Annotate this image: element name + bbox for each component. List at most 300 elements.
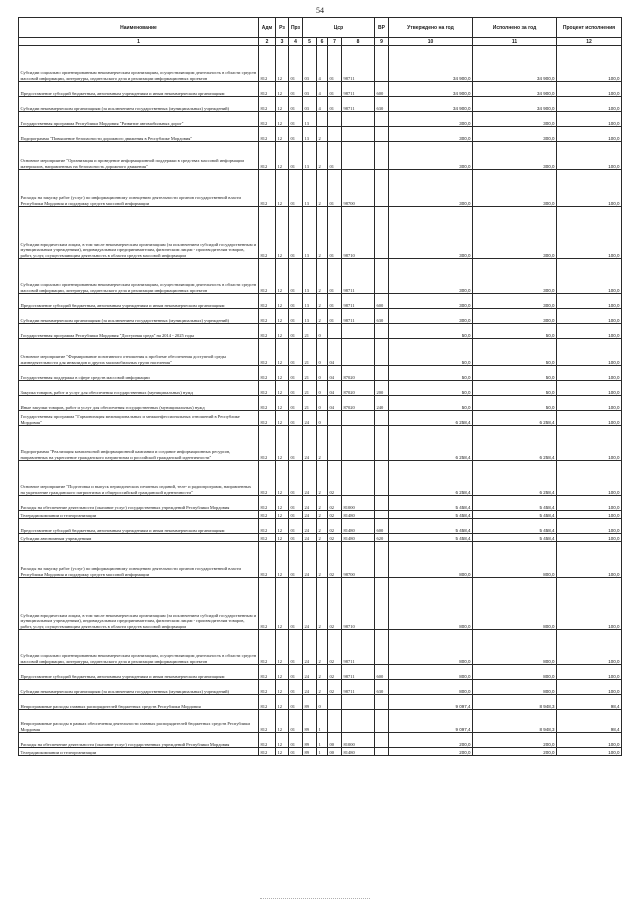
row-csr-program: 21 [303,366,317,381]
row-vr [375,578,389,630]
row-executed: 300,0 [473,142,557,170]
row-executed: 300,0 [473,207,557,259]
row-csr-program: 13 [303,170,317,207]
header-executed: Исполнено за год [473,18,557,38]
row-prz: 01 [289,680,303,695]
row-approved: 50,0 [389,396,473,411]
row-name: Субсидии социально ориентированным некоммерческим организациям, осуществляющим деятельность в области средств массовой информации, литературы, издательского дела и реализации информационных проектов [19,630,259,665]
header-rz: Рз [276,18,289,38]
row-percent: 100,0 [557,207,622,259]
row-rz: 12 [276,748,289,756]
row-approved: 5 458,4 [389,496,473,511]
row-csr-subprogram: 0 [317,324,328,339]
row-approved: 300,0 [389,294,473,309]
row-executed: 34 900,0 [473,82,557,97]
row-csr-subprogram: 0 [317,381,328,396]
row-approved: 6 258,4 [389,411,473,426]
row-vr [375,710,389,733]
row-csr-subprogram: 1 [317,733,328,748]
row-csr-subprogram: 1 [317,710,328,733]
table-row [19,396,622,411]
row-rz: 12 [276,381,289,396]
row-adm: 812 [259,733,276,748]
row-csr-program: 24 [303,519,317,534]
row-csr-direction: 98711 [342,630,375,665]
row-csr-direction: 98710 [342,207,375,259]
column-number: 4 [289,38,303,46]
header-name: Наименование [19,18,259,38]
row-csr-direction: 98711 [342,309,375,324]
row-executed: 8 948,3 [473,710,557,733]
row-csr-direction: 81480 [342,748,375,756]
row-csr-activity [328,324,342,339]
table-row [19,733,622,748]
row-executed: 50,0 [473,324,557,339]
row-executed: 800,0 [473,578,557,630]
row-csr-subprogram: 2 [317,630,328,665]
row-vr [375,127,389,142]
column-number: 3 [276,38,289,46]
row-rz: 12 [276,519,289,534]
row-vr [375,142,389,170]
table-row [19,142,622,170]
row-adm: 812 [259,46,276,82]
row-prz: 01 [289,733,303,748]
table-header [19,18,622,46]
row-rz: 12 [276,142,289,170]
row-prz: 01 [289,695,303,710]
row-percent: 100,0 [557,142,622,170]
table-row [19,461,622,496]
column-number: 1 [19,38,259,46]
row-approved: 200,0 [389,748,473,756]
row-csr-activity [328,426,342,461]
row-csr-subprogram: 0 [317,695,328,710]
row-prz: 01 [289,339,303,366]
row-csr-direction: 81480 [342,519,375,534]
row-csr-direction: 98711 [342,665,375,680]
table-row [19,426,622,461]
row-approved: 300,0 [389,207,473,259]
row-rz: 12 [276,366,289,381]
row-name: Предоставление субсидий бюджетным, автономным учреждениям и иным некоммерческим организациям [19,82,259,97]
row-csr-program: 13 [303,112,317,127]
row-name: Основное мероприятие "Организация и проведение информационной поддержки в средствах массовой информации материалов, направленных на безопасность дорожного движения" [19,142,259,170]
row-prz: 01 [289,259,303,294]
row-percent: 100,0 [557,97,622,112]
table-row [19,411,622,426]
row-rz: 12 [276,97,289,112]
row-approved: 50,0 [389,381,473,396]
row-csr-program: 24 [303,496,317,511]
row-vr [375,733,389,748]
row-adm: 812 [259,695,276,710]
row-vr: 630 [375,97,389,112]
row-csr-program: 03 [303,82,317,97]
row-adm: 812 [259,142,276,170]
row-prz: 01 [289,142,303,170]
row-executed: 200,0 [473,733,557,748]
row-prz: 01 [289,496,303,511]
row-name: Предоставление субсидий бюджетным, автономным учреждениям и иным некоммерческим организациям [19,665,259,680]
table-row [19,534,622,542]
row-executed: 300,0 [473,127,557,142]
row-csr-direction: 98711 [342,97,375,112]
row-csr-direction: 81000 [342,496,375,511]
row-csr-direction: 87020 [342,366,375,381]
row-csr-direction: 98711 [342,680,375,695]
row-csr-activity: 02 [328,496,342,511]
table-row [19,366,622,381]
row-prz: 01 [289,511,303,519]
row-name: Телерадиокомпании и телеорганизации [19,511,259,519]
row-csr-direction [342,710,375,733]
row-csr-activity: 01 [328,142,342,170]
row-rz: 12 [276,339,289,366]
page-number: 54 [316,6,324,15]
row-csr-activity: 01 [328,46,342,82]
row-csr-subprogram [317,112,328,127]
row-executed: 50,0 [473,339,557,366]
row-executed: 800,0 [473,665,557,680]
row-executed: 6 258,4 [473,461,557,496]
row-approved: 800,0 [389,630,473,665]
row-csr-activity: 02 [328,542,342,578]
row-executed: 800,0 [473,542,557,578]
row-csr-subprogram: 2 [317,511,328,519]
row-csr-direction: 87020 [342,381,375,396]
row-csr-activity: 02 [328,511,342,519]
row-percent: 100,0 [557,748,622,756]
table-row [19,381,622,396]
row-adm: 812 [259,519,276,534]
header-vr: ВР [375,18,389,38]
row-vr [375,259,389,294]
row-csr-subprogram: 0 [317,396,328,411]
row-csr-activity [328,127,342,142]
row-executed: 6 258,4 [473,411,557,426]
header-approved: Утверждено на год [389,18,473,38]
row-csr-activity: 02 [328,680,342,695]
row-rz: 12 [276,82,289,97]
row-percent: 100,0 [557,733,622,748]
row-percent: 100,0 [557,411,622,426]
row-name: Субсидии автономным учреждениям [19,534,259,542]
row-csr-program: 13 [303,259,317,294]
row-percent: 100,0 [557,680,622,695]
row-vr [375,461,389,496]
row-rz: 12 [276,534,289,542]
row-rz: 12 [276,630,289,665]
row-prz: 01 [289,46,303,82]
row-csr-program: 89 [303,733,317,748]
table-row [19,46,622,82]
row-rz: 12 [276,294,289,309]
row-name: Субсидии социально ориентированным некоммерческим организациям, осуществляющим деятельность в области средств массовой информации, литературы, издательского дела и реализации информационных проектов [19,46,259,82]
row-percent: 100,0 [557,324,622,339]
row-prz: 01 [289,665,303,680]
row-approved: 800,0 [389,542,473,578]
row-approved: 300,0 [389,309,473,324]
row-name: Субсидии социально ориентированным некоммерческим организациям, осуществляющим деятельность в области средств массовой информации, литературы, издательского дела и реализации информационных проектов [19,259,259,294]
row-adm: 812 [259,366,276,381]
column-number: 6 [317,38,328,46]
row-csr-activity [328,112,342,127]
row-csr-subprogram: 4 [317,97,328,112]
row-rz: 12 [276,511,289,519]
row-csr-program: 03 [303,46,317,82]
row-prz: 01 [289,207,303,259]
row-executed: 300,0 [473,112,557,127]
row-rz: 12 [276,461,289,496]
row-vr [375,511,389,519]
row-csr-program: 24 [303,680,317,695]
row-csr-program: 13 [303,142,317,170]
table-row [19,511,622,519]
table-row [19,259,622,294]
row-csr-direction [342,127,375,142]
row-vr: 240 [375,396,389,411]
row-percent: 100,0 [557,519,622,534]
row-prz: 01 [289,519,303,534]
row-rz: 12 [276,680,289,695]
row-name: Основное мероприятие "Подготовка и выпуск периодических печатных изданий, теле- и радиопрограмм, направленных на укрепление гражданского патриотизма и общероссийской гражданской идентичности" [19,461,259,496]
table-row [19,542,622,578]
row-vr [375,112,389,127]
row-adm: 812 [259,578,276,630]
row-executed: 34 900,0 [473,97,557,112]
row-approved: 800,0 [389,665,473,680]
row-approved: 5 458,4 [389,534,473,542]
table-row [19,324,622,339]
row-csr-subprogram: 2 [317,259,328,294]
row-prz: 01 [289,170,303,207]
row-adm: 812 [259,207,276,259]
row-adm: 812 [259,411,276,426]
row-percent: 100,0 [557,82,622,97]
row-executed: 200,0 [473,748,557,756]
row-csr-activity: 02 [328,578,342,630]
row-name: Расходы на закупку работ (услуг) по информационному освещению деятельности органов государственной власти Республики Мордовия и поддержку средств массовой информации [19,542,259,578]
row-rz: 12 [276,426,289,461]
row-vr [375,542,389,578]
budget-table [18,17,622,756]
row-csr-program: 24 [303,461,317,496]
row-vr: 600 [375,665,389,680]
row-vr [375,339,389,366]
row-approved: 34 900,0 [389,97,473,112]
column-number: 7 [328,38,342,46]
row-approved: 50,0 [389,339,473,366]
row-prz: 01 [289,411,303,426]
row-approved: 5 458,4 [389,511,473,519]
row-adm: 812 [259,426,276,461]
row-name: Непрограммные расходы главных распорядителей бюджетных средств Республики Мордовия [19,695,259,710]
column-number-row [19,38,622,46]
row-prz: 01 [289,324,303,339]
row-executed: 5 458,4 [473,496,557,511]
row-percent: 100,0 [557,665,622,680]
row-csr-program: 21 [303,396,317,411]
row-vr: 630 [375,680,389,695]
row-approved: 300,0 [389,142,473,170]
row-name: Непрограммные расходы в рамках обеспечения деятельности главных распорядителей бюджетных средств Республики Мордовия [19,710,259,733]
row-rz: 12 [276,112,289,127]
table-row [19,748,622,756]
row-csr-program: 21 [303,324,317,339]
row-adm: 812 [259,127,276,142]
row-approved: 50,0 [389,324,473,339]
row-vr [375,748,389,756]
row-csr-direction: 98711 [342,259,375,294]
table-body [19,46,622,756]
row-name: Расходы на обеспечение деятельности (оказание услуг) государственных учреждений Республики Мордовия [19,733,259,748]
header-prz: Прз [289,18,303,38]
row-adm: 812 [259,496,276,511]
row-executed: 800,0 [473,680,557,695]
table-row [19,339,622,366]
row-percent: 100,0 [557,339,622,366]
row-approved: 6 258,4 [389,461,473,496]
row-executed: 6 258,4 [473,426,557,461]
row-csr-program: 13 [303,309,317,324]
row-csr-program: 21 [303,339,317,366]
row-csr-subprogram: 0 [317,411,328,426]
row-approved: 34 900,0 [389,82,473,97]
column-number: 9 [375,38,389,46]
row-percent: 100,0 [557,259,622,294]
row-csr-program: 24 [303,578,317,630]
row-csr-direction [342,695,375,710]
row-percent: 100,0 [557,542,622,578]
row-executed: 8 948,3 [473,695,557,710]
table-row [19,82,622,97]
row-csr-program: 13 [303,294,317,309]
row-percent: 100,0 [557,511,622,519]
row-prz: 01 [289,112,303,127]
row-name: Иные закупки товаров, работ и услуг для обеспечения государственных (муниципальных) нужд [19,396,259,411]
row-name: Субсидии юридическим лицам, в том числе некоммерческим организациям (за исключением субсидий государственным и муниципальным учреждениям), индивидуальным предпринимателям, физическим лицам - производителям товаров, работ, услуг, осуществляющим деятельность в области средств массовой информации [19,578,259,630]
table-row [19,519,622,534]
row-prz: 01 [289,534,303,542]
header-adm: Адм [259,18,276,38]
row-csr-direction [342,411,375,426]
row-prz: 01 [289,82,303,97]
row-approved: 300,0 [389,112,473,127]
row-name: Государственная программа Республики Мордовия "Развитие автомобильных дорог" [19,112,259,127]
row-csr-activity [328,695,342,710]
row-percent: 100,0 [557,294,622,309]
row-csr-activity: 04 [328,339,342,366]
row-adm: 812 [259,534,276,542]
row-vr [375,366,389,381]
row-name: Расходы на закупку работ (услуг) по информационному освещению деятельности органов государственной власти Республики Мордовия и поддержку средств массовой информации [19,170,259,207]
row-csr-subprogram: 2 [317,665,328,680]
row-executed: 5 458,4 [473,511,557,519]
row-csr-subprogram: 1 [317,748,328,756]
row-csr-direction [342,142,375,170]
row-csr-activity: 01 [328,259,342,294]
row-approved: 5 458,4 [389,519,473,534]
row-csr-activity: 01 [328,207,342,259]
row-rz: 12 [276,411,289,426]
column-number: 8 [342,38,375,46]
row-rz: 12 [276,396,289,411]
row-executed: 300,0 [473,309,557,324]
row-csr-program: 24 [303,426,317,461]
table-row [19,695,622,710]
row-name: Субсидии юридическим лицам, в том числе некоммерческим организациям (за исключением субсидий государственным и муниципальным учреждениям), индивидуальным предпринимателям, физическим лицам - производителям товаров, работ, услуг, осуществляющим деятельность в области средств массовой информации [19,207,259,259]
row-csr-program: 13 [303,127,317,142]
row-csr-direction: 98700 [342,170,375,207]
row-csr-direction [342,426,375,461]
row-prz: 01 [289,630,303,665]
row-csr-subprogram: 2 [317,534,328,542]
row-csr-activity: 01 [328,309,342,324]
row-csr-program: 24 [303,542,317,578]
row-csr-direction: 87020 [342,396,375,411]
row-percent: 98,4 [557,710,622,733]
table-row [19,496,622,511]
row-vr [375,426,389,461]
row-csr-activity: 02 [328,630,342,665]
row-rz: 12 [276,127,289,142]
table-row [19,170,622,207]
row-percent: 100,0 [557,426,622,461]
row-adm: 812 [259,309,276,324]
row-csr-direction [342,112,375,127]
row-csr-program: 89 [303,695,317,710]
row-percent: 100,0 [557,630,622,665]
row-prz: 01 [289,426,303,461]
row-csr-program: 21 [303,381,317,396]
row-vr [375,411,389,426]
row-prz: 01 [289,578,303,630]
row-vr: 600 [375,519,389,534]
row-csr-subprogram: 2 [317,542,328,578]
row-csr-direction: 81480 [342,511,375,519]
row-csr-program: 89 [303,748,317,756]
row-name: Субсидии некоммерческим организациям (за исключением государственных (муниципальных) учреждений) [19,97,259,112]
row-csr-activity: 04 [328,366,342,381]
table-row [19,710,622,733]
table-row [19,97,622,112]
row-csr-program: 13 [303,207,317,259]
table-row [19,127,622,142]
row-adm: 812 [259,630,276,665]
row-percent: 100,0 [557,461,622,496]
row-csr-subprogram: 0 [317,366,328,381]
row-name: Предоставление субсидий бюджетным, автономным учреждениям и иным некоммерческим организациям [19,519,259,534]
row-adm: 812 [259,665,276,680]
row-csr-activity: 01 [328,294,342,309]
row-prz: 01 [289,97,303,112]
row-name: Государственная программа "Гармонизация межнациональных и межконфессиональных отношений в Республике Мордовия" [19,411,259,426]
row-name: Государственная программа Республики Мордовия "Доступная среда" на 2014 - 2025 годы [19,324,259,339]
row-vr: 620 [375,534,389,542]
row-percent: 100,0 [557,127,622,142]
row-csr-subprogram: 2 [317,207,328,259]
row-name: Подпрограмма "Повышение безопасности дорожного движения в Республике Мордовия" [19,127,259,142]
row-name: Субсидии некоммерческим организациям (за исключением государственных (муниципальных) учреждений) [19,309,259,324]
row-percent: 100,0 [557,46,622,82]
row-csr-activity: 01 [328,170,342,207]
row-csr-direction: 98700 [342,542,375,578]
row-vr [375,496,389,511]
column-number: 5 [303,38,317,46]
row-csr-direction: 98711 [342,46,375,82]
column-number: 2 [259,38,276,46]
